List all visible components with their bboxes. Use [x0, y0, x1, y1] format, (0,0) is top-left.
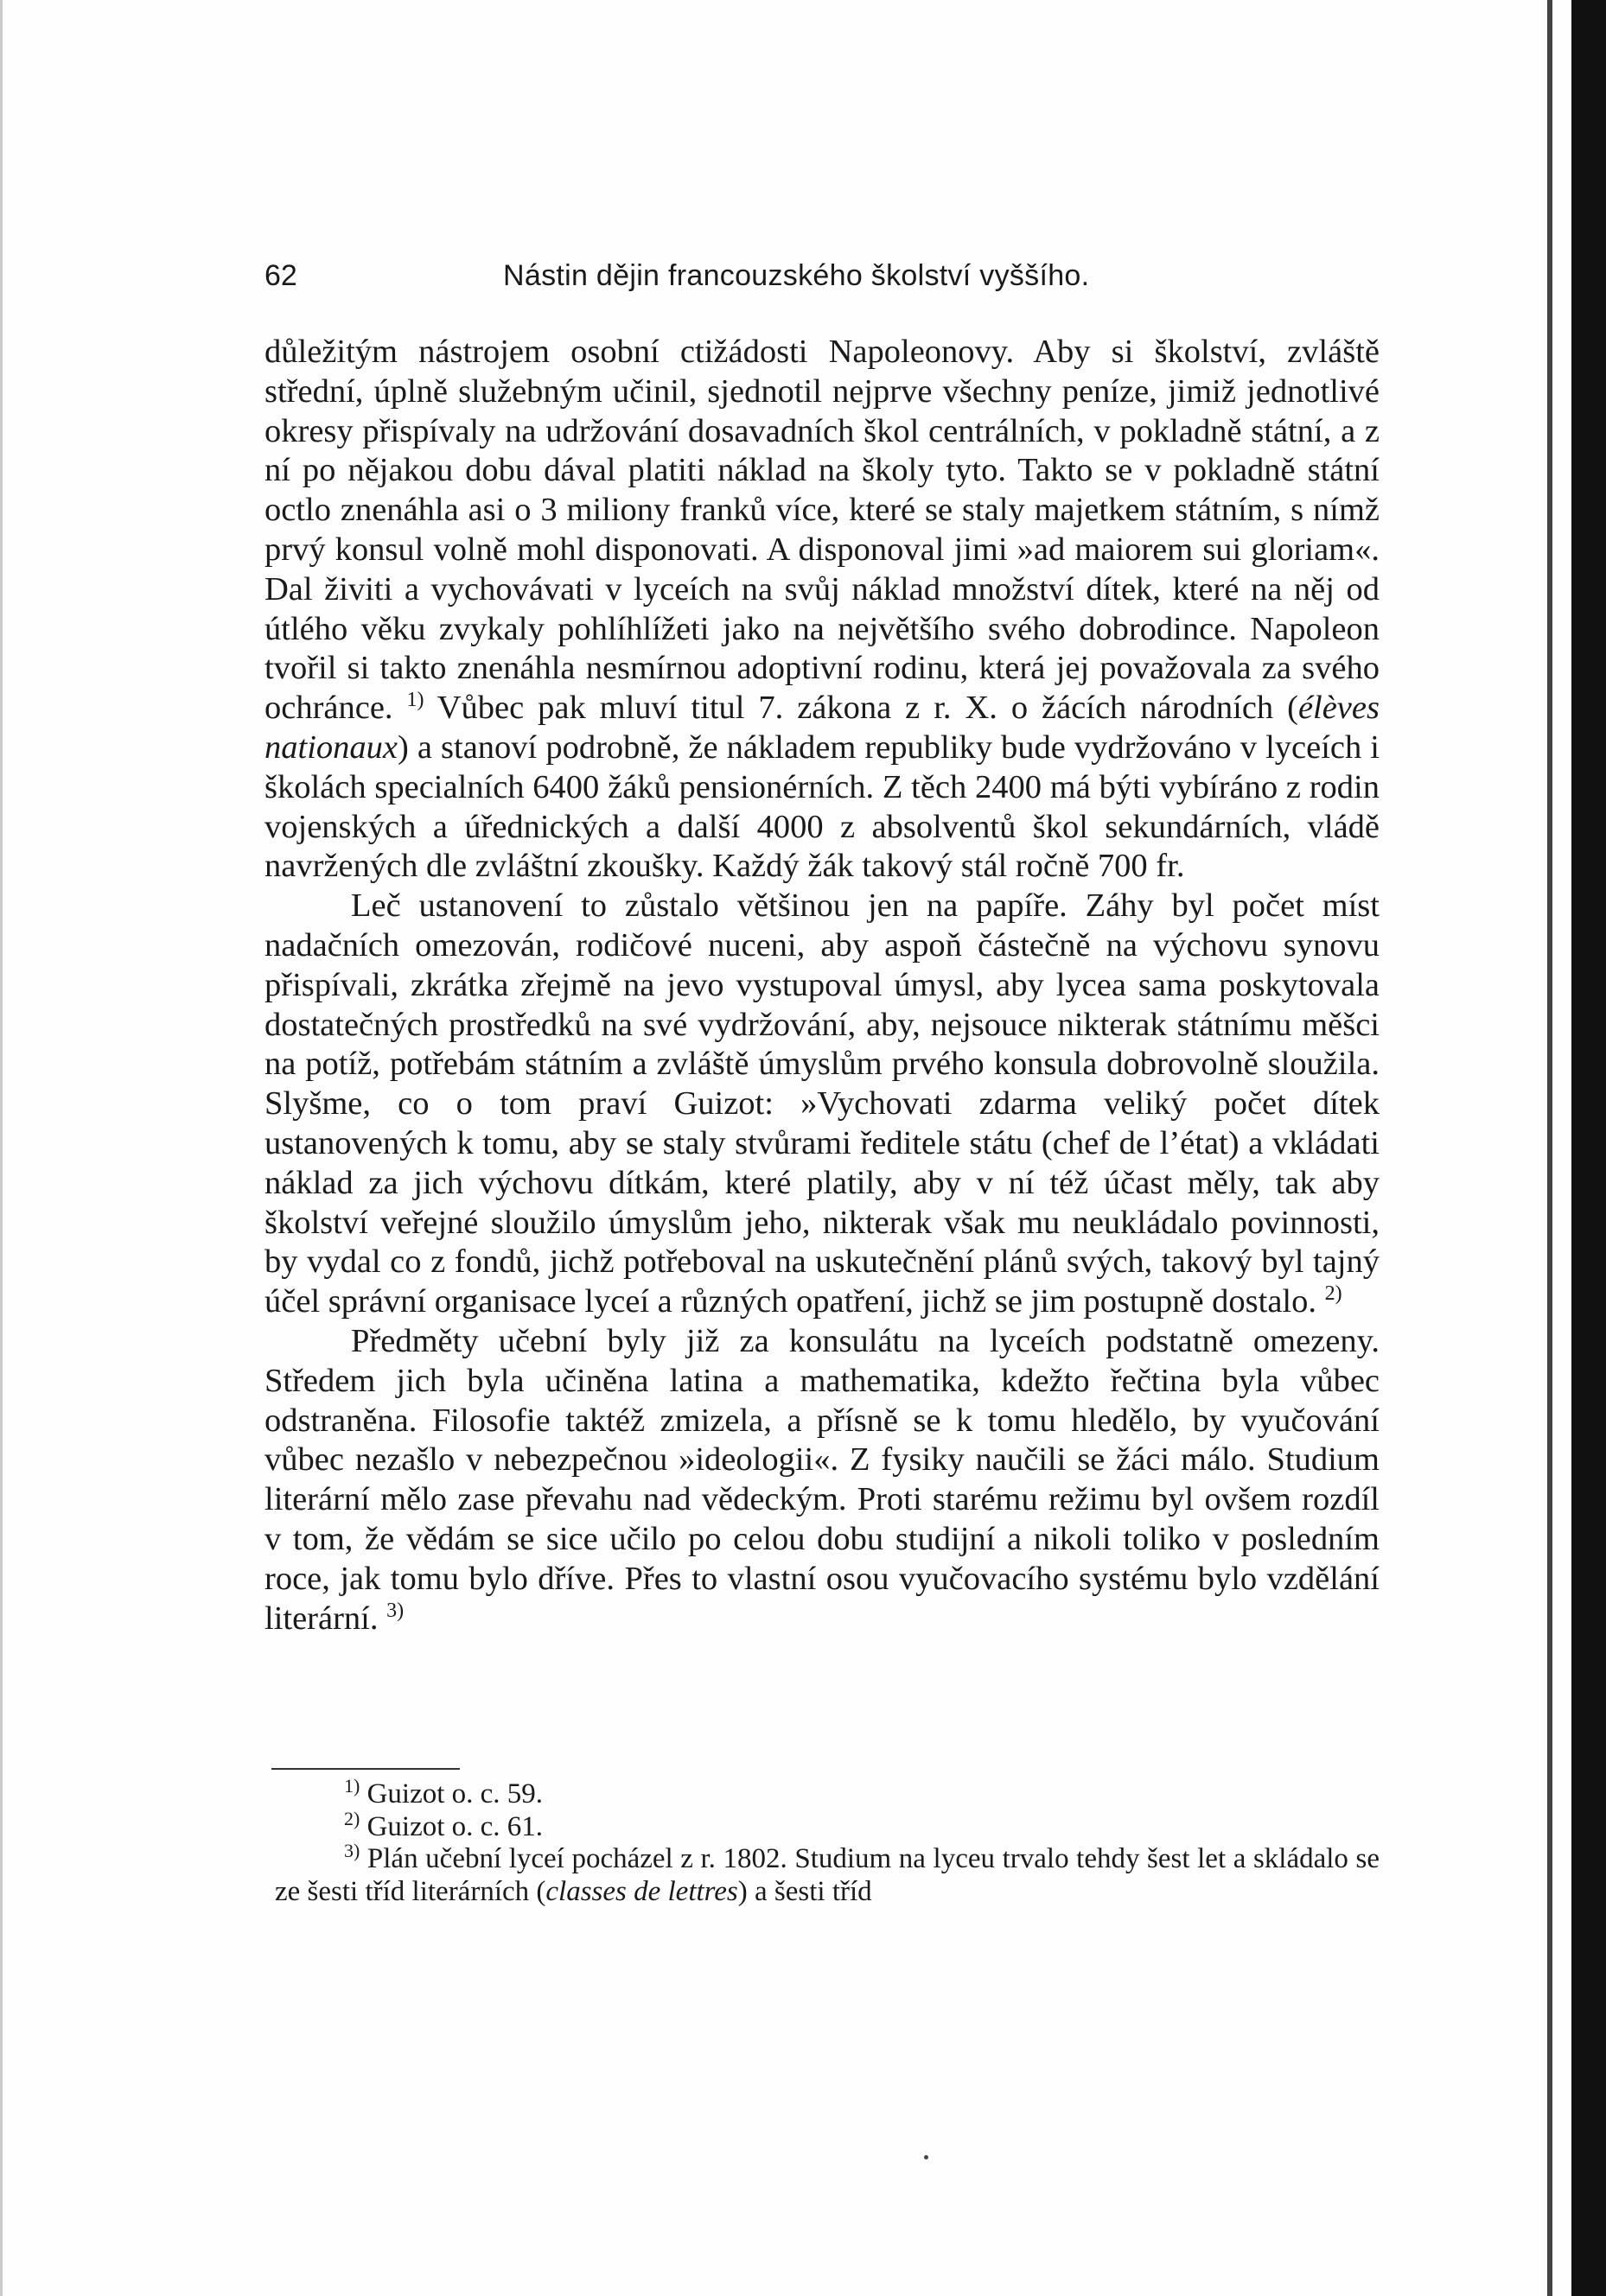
body-text: [264, 333, 1380, 1638]
scan-edge-left: [0, 0, 3, 2296]
footnote-ref: 3): [386, 1599, 405, 1622]
paragraph-1: [264, 333, 1380, 887]
footnote-3: [275, 1840, 1380, 1908]
page-header: [264, 259, 1388, 294]
paragraph-text: Předměty učební byly již za konsulátu na lyceích podstatně omezeny. Středem jich byla učiněna latina a mathematika, kdežto řečtina byla vůbec odstraněna. Filosofie taktéž zmizela, a přísně se k tomu hledělo, by vyučování vůbec nezašlo v nebezpečnou »ideologii«. Z fysiky naučili se žáci málo. Studium literární mělo zase převahu nad vědeckým. Proti starému režimu byl ovšem rozdíl v tom, že vědám se sice učilo po celou dobu studijní a nikoli toliko v posledním roce, jak tomu bylo dříve. Přes to vlastní osou vyučovacího systému bylo vzdělání literární.: [264, 1322, 1380, 1637]
scan-edge-line: [1547, 0, 1552, 2296]
italic-term: élèves nationaux: [264, 690, 1380, 766]
paragraph-text: Vůbec pak mluví titul 7. zákona z r. X. o žácích národních (: [424, 690, 1298, 727]
footnote-2: [275, 1807, 1380, 1844]
footnotes: [275, 1775, 1380, 1908]
paragraph-text: Leč ustanovení to zůstalo většinou jen na papíře. Záhy byl počet míst nadačních omezován, rodičové nuceni, aby aspoň částečně na výchovu synovu přispívali, zkrátka zřejmě na jevo vystupoval úmysl, aby lycea sama poskytovala dostatečných prostředků na své vydržování, aby, nejsouce nikterak státnímu měšci na potíž, potřebám státním a zvláště úmyslům prvého konsula dobrovolně sloužila. Slyšme, co o tom praví Guizot: »Vychovati zdarma veliký počet dítek ustanovených k tomu, aby se staly stvůrami ředitele státu (chef de l’état) a vkládati náklad za jich výchovu dítkám, které platily, aby v ní též účast měly, tak aby školství veřejné sloužilo úmyslům jeho, nikterak však mu neukládalo povinnosti, by vydal co z fondů, jichž potřeboval na uskutečnění plánů svých, takový byl tajný účel správní organisace lyceí a různých opatření, jichž se jim postupně dostalo.: [264, 887, 1380, 1320]
paragraph-3: [264, 1322, 1380, 1638]
footnote-ref: 1): [406, 689, 424, 712]
footnote-ref: 2): [1324, 1282, 1342, 1306]
footnote-text: Guizot o. c. 61.: [360, 1810, 544, 1842]
paragraph-text: důležitým nástrojem osobní ctižádosti Napoleonovy. Aby si školství, zvláště střední, úplně služebným učinil, sjednotil nejprve všechny peníze, jimiž jednotlivé okresy přispívaly na udržování dosavadních škol centrálních, v pokladně státní, a z ní po nějakou dobu dával platiti náklad na školy tyto. Takto se v pokladně státní octlo znenáhla asi o 3 miliony franků více, které se staly majetkem státním, s nímž prvý konsul volně mohl disponovati. A disponoval jimi »ad maiorem sui gloriam«. Dal živiti a vychovávati v lyceích na svůj náklad množství dítek, které na něj od útlého věku zvykaly pohlíhlížeti jako na největšího svého dobrodince. Napoleon tvořil si takto znenáhla nesmírnou adoptivní rodinu, která jej považovala za svého ochránce.: [264, 334, 1380, 727]
running-title: Nástin dějin francouzského školství vyššího.: [503, 259, 1090, 292]
paragraph-text: ) a stanoví podrobně, že nákladem republiky bude vydržováno v lyceích i školách specialních 6400 žáků pensionérních. Z těch 2400 má býti vybíráno z rodin vojenských a úřednických a další 4000 z absolventů škol sekundárních, vládě navržených dle zvláštní zkoušky. Každý žák takový stál ročně 700 fr.: [264, 728, 1380, 885]
scan-edge-right: [1571, 0, 1606, 2296]
page-number: 62: [264, 259, 297, 292]
footnote-mark: 2): [344, 1807, 360, 1829]
footnote-mark: 3): [344, 1840, 360, 1861]
footnote-text: Guizot o. c. 59.: [360, 1778, 544, 1809]
paragraph-2: [264, 887, 1380, 1322]
footnote-1: [275, 1775, 1380, 1811]
footnote-divider: [271, 1768, 460, 1770]
footnote-text: Plán učební lyceí pocházel z r. 1802. Studium na lyceu trvalo tehdy šest let a skládalo se ze šesti tříd literárních (: [275, 1843, 1380, 1907]
italic-term: classes de lettres: [545, 1875, 738, 1907]
scan-speck: [924, 2155, 928, 2159]
footnote-text: ) a šesti tříd: [737, 1875, 872, 1907]
footnote-mark: 1): [344, 1775, 360, 1797]
